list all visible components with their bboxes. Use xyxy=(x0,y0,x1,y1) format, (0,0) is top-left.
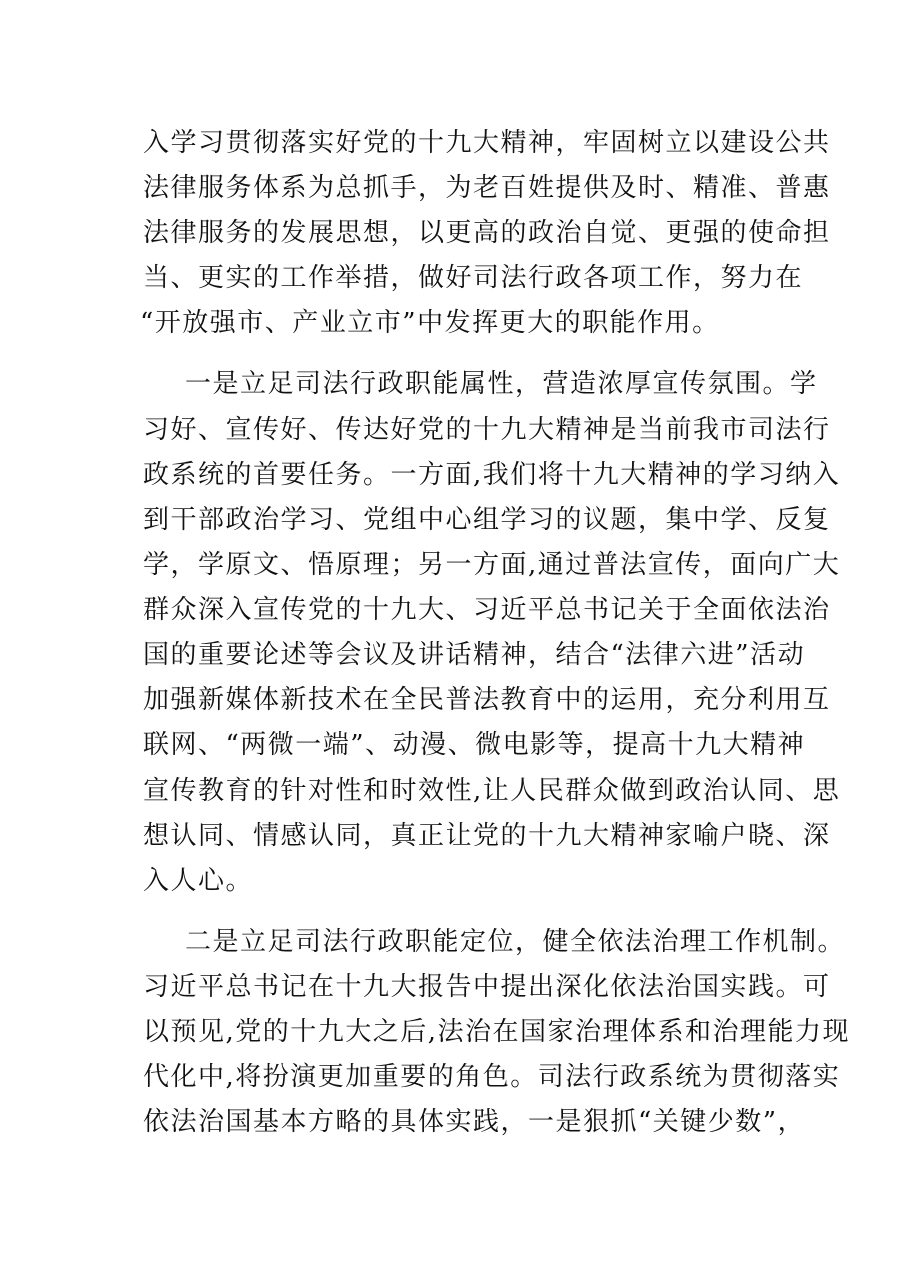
text-line: 代化中,将扮演更加重要的角色。司法行政系统为贯彻落实 xyxy=(143,1062,841,1092)
paragraph-start-line: 一是立足司法行政职能属性，营造浓厚宣传氛围。学 xyxy=(185,369,818,399)
text-line: 习近平总书记在十九大报告中提出深化依法治国实践。可 xyxy=(143,972,831,1002)
text-line: 习好、宣传好、传达好党的十九大精神是当前我市司法行 xyxy=(143,415,831,445)
text-line: 当、更实的工作举措，做好司法行政各项工作，努力在 xyxy=(143,263,804,293)
text-line: 入学习贯彻落实好党的十九大精神，牢固树立以建设公共 xyxy=(143,128,831,158)
text-line: 入人心。 xyxy=(143,866,254,896)
text-line: 加强新媒体新技术在全民普法教育中的运用，充分利用互 xyxy=(143,685,831,715)
text-line: 到干部政治学习、党组中心组学习的议题，集中学、反复 xyxy=(143,505,831,535)
paragraph-start-line: 二是立足司法行政职能定位，健全依法治理工作机制。 xyxy=(185,927,846,957)
text-line: 群众深入宣传党的十九大、习近平总书记关于全面依法治 xyxy=(143,595,831,625)
text-line: 以预见,党的十九大之后,法治在国家治理体系和治理能力现 xyxy=(143,1017,851,1047)
text-line: 依法治国基本方略的具体实践，一是狠抓“关键少数”， xyxy=(143,1107,806,1137)
text-line: 学，学原文、悟原理；另一方面,通过普法宣传，面向广大 xyxy=(143,550,841,580)
text-line: 政系统的首要任务。一方面,我们将十九大精神的学习纳入 xyxy=(143,460,841,490)
text-line: 想认同、情感认同，真正让党的十九大精神家喻户晓、深 xyxy=(143,821,831,851)
text-line: 法律服务体系为总抓手，为老百姓提供及时、精准、普惠 xyxy=(143,173,831,203)
text-line: “开放强市、产业立市”中发挥更大的职能作用。 xyxy=(140,308,720,338)
text-line: 法律服务的发展思想，以更高的政治自觉、更强的使命担 xyxy=(143,218,831,248)
text-line: 宣传教育的针对性和时效性,让人民群众做到政治认同、思 xyxy=(143,776,841,806)
text-line: 联网、“两微一端”、动漫、微电影等，提高十九大精神 xyxy=(143,730,806,760)
text-line: 国的重要论述等会议及讲话精神，结合“法律六进”活动 xyxy=(143,640,806,670)
